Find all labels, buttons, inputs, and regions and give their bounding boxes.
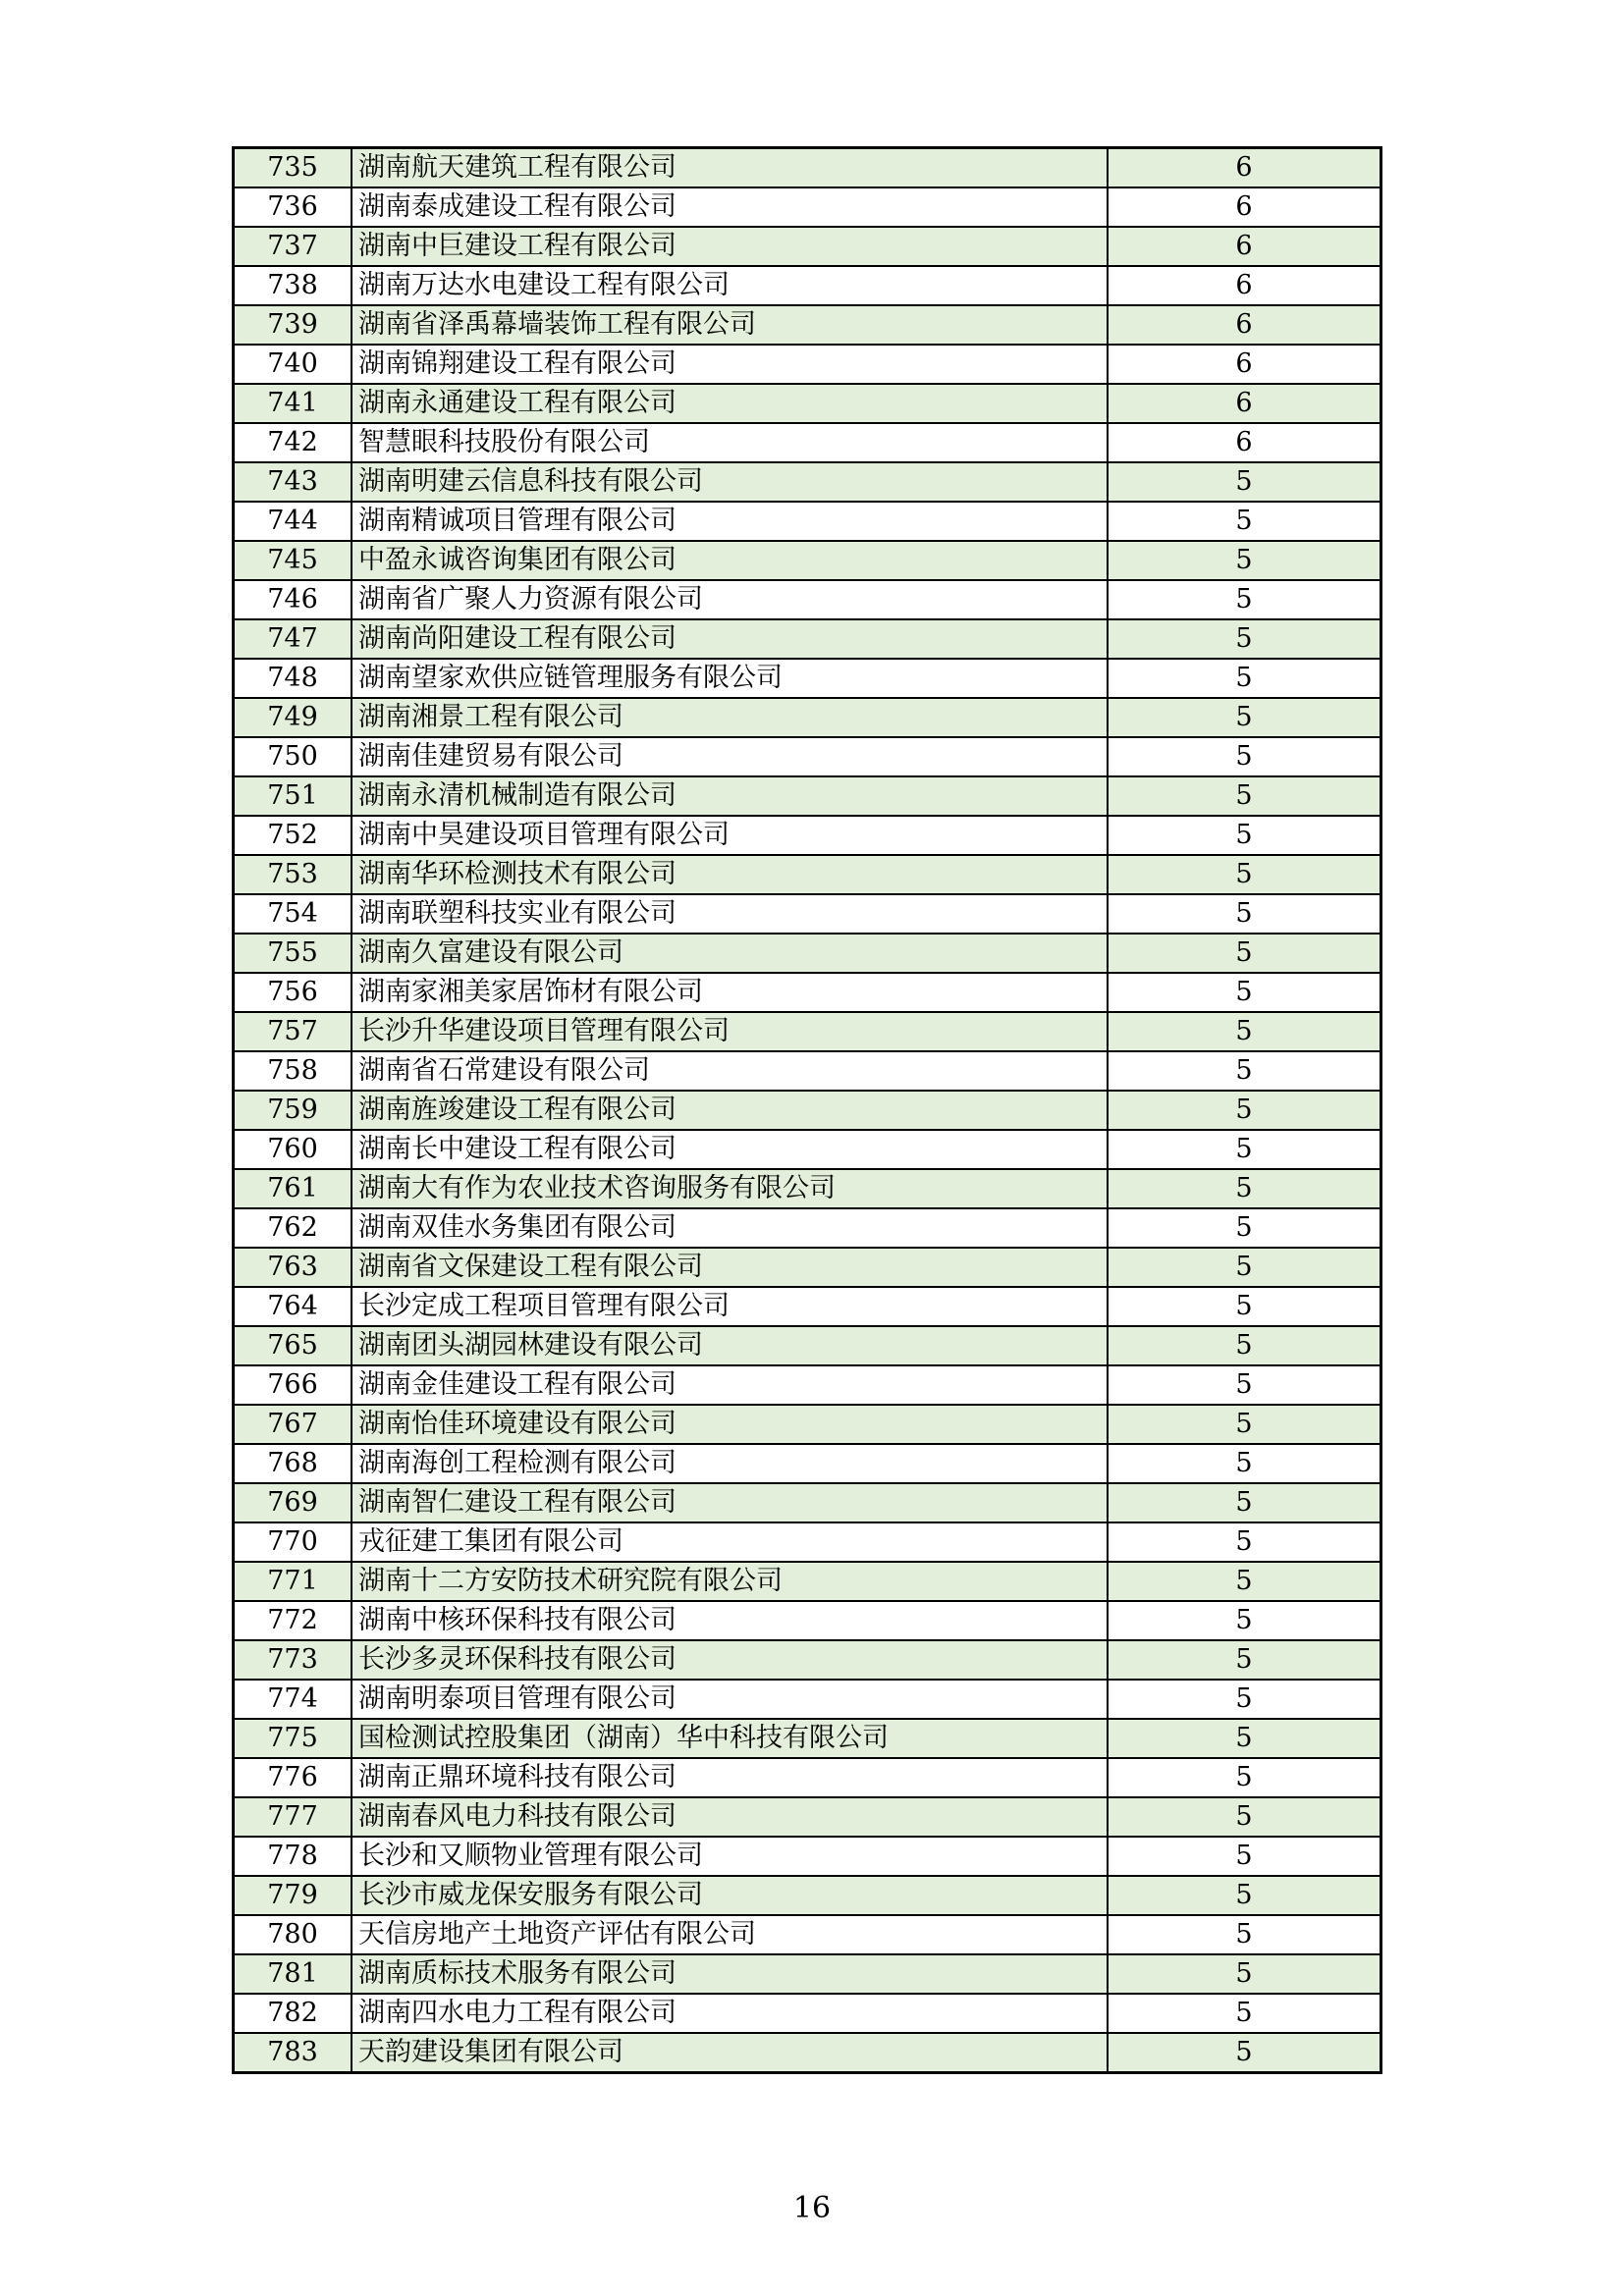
- count-cell: 5: [1108, 1758, 1381, 1797]
- row-number-cell: 764: [234, 1287, 352, 1326]
- count-cell: 5: [1108, 698, 1381, 737]
- company-name-cell: 湖南旌竣建设工程有限公司: [352, 1091, 1108, 1130]
- table-row: [234, 345, 1381, 384]
- row-number-cell: 758: [234, 1051, 352, 1091]
- count-cell: 5: [1108, 1326, 1381, 1365]
- row-number-cell: 751: [234, 776, 352, 816]
- row-number-cell: 739: [234, 305, 352, 345]
- company-name-cell: 湖南团头湖园林建设有限公司: [352, 1326, 1108, 1365]
- row-number-cell: 770: [234, 1522, 352, 1562]
- company-name-cell: 中盈永诚咨询集团有限公司: [352, 541, 1108, 580]
- table-row: [234, 1797, 1381, 1837]
- count-cell: 5: [1108, 1444, 1381, 1483]
- row-number-cell: 750: [234, 737, 352, 776]
- count-cell: 5: [1108, 737, 1381, 776]
- row-number-cell: 772: [234, 1601, 352, 1640]
- company-name-cell: 湖南十二方安防技术研究院有限公司: [352, 1562, 1108, 1601]
- count-cell: 5: [1108, 1130, 1381, 1169]
- table-row: [234, 1876, 1381, 1915]
- table-row: [234, 423, 1381, 462]
- table-row: [234, 541, 1381, 580]
- table-row: [234, 1562, 1381, 1601]
- table-row: [234, 227, 1381, 266]
- row-number-cell: 775: [234, 1719, 352, 1758]
- company-name-cell: 长沙定成工程项目管理有限公司: [352, 1287, 1108, 1326]
- table-row: [234, 1640, 1381, 1680]
- row-number-cell: 781: [234, 1954, 352, 1994]
- row-number-cell: 745: [234, 541, 352, 580]
- company-name-cell: 湖南锦翔建设工程有限公司: [352, 345, 1108, 384]
- company-table: [232, 146, 1382, 2074]
- row-number-cell: 753: [234, 855, 352, 894]
- table-row: [234, 502, 1381, 541]
- count-cell: 5: [1108, 1954, 1381, 1994]
- company-name-cell: 湖南四水电力工程有限公司: [352, 1994, 1108, 2033]
- count-cell: 5: [1108, 1208, 1381, 1248]
- company-name-cell: 湖南家湘美家居饰材有限公司: [352, 973, 1108, 1012]
- count-cell: 5: [1108, 1051, 1381, 1091]
- company-name-cell: 湖南佳建贸易有限公司: [352, 737, 1108, 776]
- company-name-cell: 湖南智仁建设工程有限公司: [352, 1483, 1108, 1522]
- table-row: [234, 462, 1381, 502]
- table-row: [234, 1522, 1381, 1562]
- count-cell: 5: [1108, 659, 1381, 698]
- company-name-cell: 湖南明泰项目管理有限公司: [352, 1680, 1108, 1719]
- company-name-cell: 湖南中巨建设工程有限公司: [352, 227, 1108, 266]
- row-number-cell: 742: [234, 423, 352, 462]
- table-row: [234, 1012, 1381, 1051]
- company-name-cell: 湖南万达水电建设工程有限公司: [352, 266, 1108, 305]
- table-row: [234, 934, 1381, 973]
- company-table-body: [234, 148, 1381, 2073]
- table-row: [234, 698, 1381, 737]
- page-number: 16: [792, 2191, 832, 2225]
- count-cell: 5: [1108, 1169, 1381, 1208]
- row-number-cell: 779: [234, 1876, 352, 1915]
- count-cell: 5: [1108, 1483, 1381, 1522]
- row-number-cell: 769: [234, 1483, 352, 1522]
- company-name-cell: 智慧眼科技股份有限公司: [352, 423, 1108, 462]
- table-row: [234, 384, 1381, 423]
- row-number-cell: 735: [234, 148, 352, 188]
- company-name-cell: 湖南明建云信息科技有限公司: [352, 462, 1108, 502]
- table-row: [234, 148, 1381, 188]
- count-cell: 5: [1108, 1091, 1381, 1130]
- count-cell: 6: [1108, 266, 1381, 305]
- company-name-cell: 湖南泰成建设工程有限公司: [352, 187, 1108, 227]
- table-row: [234, 659, 1381, 698]
- company-name-cell: 湖南大有作为农业技术咨询服务有限公司: [352, 1169, 1108, 1208]
- table-row: [234, 1719, 1381, 1758]
- company-name-cell: 国检测试控股集团（湖南）华中科技有限公司: [352, 1719, 1108, 1758]
- row-number-cell: 744: [234, 502, 352, 541]
- table-row: [234, 1680, 1381, 1719]
- row-number-cell: 743: [234, 462, 352, 502]
- company-name-cell: 湖南省石常建设有限公司: [352, 1051, 1108, 1091]
- table-row: [234, 580, 1381, 619]
- table-row: [234, 1208, 1381, 1248]
- company-name-cell: 湖南中核环保科技有限公司: [352, 1601, 1108, 1640]
- company-name-cell: 湖南质标技术服务有限公司: [352, 1954, 1108, 1994]
- count-cell: 5: [1108, 894, 1381, 934]
- count-cell: 5: [1108, 1837, 1381, 1876]
- count-cell: 5: [1108, 1287, 1381, 1326]
- table-row: [234, 187, 1381, 227]
- row-number-cell: 765: [234, 1326, 352, 1365]
- row-number-cell: 773: [234, 1640, 352, 1680]
- row-number-cell: 778: [234, 1837, 352, 1876]
- count-cell: 5: [1108, 816, 1381, 855]
- count-cell: 5: [1108, 1719, 1381, 1758]
- count-cell: 5: [1108, 776, 1381, 816]
- row-number-cell: 747: [234, 619, 352, 659]
- company-name-cell: 长沙市威龙保安服务有限公司: [352, 1876, 1108, 1915]
- count-cell: 5: [1108, 1994, 1381, 2033]
- table-row: [234, 894, 1381, 934]
- table-row: [234, 619, 1381, 659]
- table-row: [234, 855, 1381, 894]
- row-number-cell: 756: [234, 973, 352, 1012]
- count-cell: 5: [1108, 1680, 1381, 1719]
- company-name-cell: 湖南湘景工程有限公司: [352, 698, 1108, 737]
- company-name-cell: 湖南望家欢供应链管理服务有限公司: [352, 659, 1108, 698]
- table-row: [234, 776, 1381, 816]
- count-cell: 6: [1108, 148, 1381, 188]
- company-name-cell: 湖南省泽禹幕墙装饰工程有限公司: [352, 305, 1108, 345]
- company-name-cell: 湖南联塑科技实业有限公司: [352, 894, 1108, 934]
- count-cell: 6: [1108, 423, 1381, 462]
- table-row: [234, 2033, 1381, 2073]
- company-name-cell: 湖南华环检测技术有限公司: [352, 855, 1108, 894]
- company-name-cell: 湖南省广聚人力资源有限公司: [352, 580, 1108, 619]
- row-number-cell: 776: [234, 1758, 352, 1797]
- row-number-cell: 760: [234, 1130, 352, 1169]
- table-row: [234, 305, 1381, 345]
- count-cell: 5: [1108, 855, 1381, 894]
- company-name-cell: 湖南怡佳环境建设有限公司: [352, 1405, 1108, 1444]
- table-row: [234, 1169, 1381, 1208]
- row-number-cell: 741: [234, 384, 352, 423]
- table-row: [234, 1837, 1381, 1876]
- row-number-cell: 766: [234, 1365, 352, 1405]
- row-number-cell: 771: [234, 1562, 352, 1601]
- count-cell: 5: [1108, 1915, 1381, 1954]
- table-row: [234, 737, 1381, 776]
- row-number-cell: 746: [234, 580, 352, 619]
- count-cell: 5: [1108, 973, 1381, 1012]
- table-row: [234, 1483, 1381, 1522]
- row-number-cell: 780: [234, 1915, 352, 1954]
- count-cell: 6: [1108, 305, 1381, 345]
- table-row: [234, 1091, 1381, 1130]
- company-name-cell: 湖南春风电力科技有限公司: [352, 1797, 1108, 1837]
- company-name-cell: 长沙多灵环保科技有限公司: [352, 1640, 1108, 1680]
- row-number-cell: 738: [234, 266, 352, 305]
- table-row: [234, 1915, 1381, 1954]
- table-row: [234, 266, 1381, 305]
- row-number-cell: 767: [234, 1405, 352, 1444]
- count-cell: 6: [1108, 227, 1381, 266]
- company-name-cell: 湖南中昊建设项目管理有限公司: [352, 816, 1108, 855]
- row-number-cell: 749: [234, 698, 352, 737]
- table-row: [234, 1444, 1381, 1483]
- table-row: [234, 1130, 1381, 1169]
- row-number-cell: 762: [234, 1208, 352, 1248]
- company-name-cell: 湖南海创工程检测有限公司: [352, 1444, 1108, 1483]
- count-cell: 5: [1108, 580, 1381, 619]
- count-cell: 5: [1108, 1012, 1381, 1051]
- row-number-cell: 783: [234, 2033, 352, 2073]
- row-number-cell: 774: [234, 1680, 352, 1719]
- table-row: [234, 816, 1381, 855]
- count-cell: 6: [1108, 345, 1381, 384]
- count-cell: 5: [1108, 1248, 1381, 1287]
- row-number-cell: 754: [234, 894, 352, 934]
- count-cell: 5: [1108, 1522, 1381, 1562]
- row-number-cell: 763: [234, 1248, 352, 1287]
- company-name-cell: 湖南久富建设有限公司: [352, 934, 1108, 973]
- count-cell: 5: [1108, 1876, 1381, 1915]
- row-number-cell: 736: [234, 187, 352, 227]
- company-name-cell: 湖南正鼎环境科技有限公司: [352, 1758, 1108, 1797]
- table-row: [234, 1601, 1381, 1640]
- row-number-cell: 761: [234, 1169, 352, 1208]
- row-number-cell: 777: [234, 1797, 352, 1837]
- count-cell: 6: [1108, 384, 1381, 423]
- row-number-cell: 737: [234, 227, 352, 266]
- row-number-cell: 748: [234, 659, 352, 698]
- count-cell: 5: [1108, 541, 1381, 580]
- table-row: [234, 973, 1381, 1012]
- table-row: [234, 1994, 1381, 2033]
- company-table-container: [232, 146, 1379, 2074]
- company-name-cell: 湖南永清机械制造有限公司: [352, 776, 1108, 816]
- row-number-cell: 740: [234, 345, 352, 384]
- company-name-cell: 湖南精诚项目管理有限公司: [352, 502, 1108, 541]
- company-name-cell: 湖南双佳水务集团有限公司: [352, 1208, 1108, 1248]
- count-cell: 5: [1108, 1562, 1381, 1601]
- company-name-cell: 湖南省文保建设工程有限公司: [352, 1248, 1108, 1287]
- table-row: [234, 1405, 1381, 1444]
- company-name-cell: 湖南长中建设工程有限公司: [352, 1130, 1108, 1169]
- table-row: [234, 1287, 1381, 1326]
- table-row: [234, 1758, 1381, 1797]
- table-row: [234, 1365, 1381, 1405]
- row-number-cell: 759: [234, 1091, 352, 1130]
- table-row: [234, 1248, 1381, 1287]
- company-name-cell: 长沙升华建设项目管理有限公司: [352, 1012, 1108, 1051]
- company-name-cell: 戎征建工集团有限公司: [352, 1522, 1108, 1562]
- table-row: [234, 1326, 1381, 1365]
- company-name-cell: 湖南航天建筑工程有限公司: [352, 148, 1108, 188]
- count-cell: 5: [1108, 1797, 1381, 1837]
- table-row: [234, 1954, 1381, 1994]
- company-name-cell: 长沙和又顺物业管理有限公司: [352, 1837, 1108, 1876]
- count-cell: 5: [1108, 2033, 1381, 2073]
- company-name-cell: 湖南永通建设工程有限公司: [352, 384, 1108, 423]
- count-cell: 5: [1108, 1405, 1381, 1444]
- company-name-cell: 湖南尚阳建设工程有限公司: [352, 619, 1108, 659]
- row-number-cell: 752: [234, 816, 352, 855]
- count-cell: 5: [1108, 1601, 1381, 1640]
- row-number-cell: 768: [234, 1444, 352, 1483]
- company-name-cell: 湖南金佳建设工程有限公司: [352, 1365, 1108, 1405]
- row-number-cell: 755: [234, 934, 352, 973]
- company-name-cell: 天信房地产土地资产评估有限公司: [352, 1915, 1108, 1954]
- count-cell: 5: [1108, 502, 1381, 541]
- count-cell: 6: [1108, 187, 1381, 227]
- row-number-cell: 782: [234, 1994, 352, 2033]
- count-cell: 5: [1108, 1365, 1381, 1405]
- count-cell: 5: [1108, 619, 1381, 659]
- table-row: [234, 1051, 1381, 1091]
- company-name-cell: 天韵建设集团有限公司: [352, 2033, 1108, 2073]
- count-cell: 5: [1108, 462, 1381, 502]
- count-cell: 5: [1108, 934, 1381, 973]
- count-cell: 5: [1108, 1640, 1381, 1680]
- row-number-cell: 757: [234, 1012, 352, 1051]
